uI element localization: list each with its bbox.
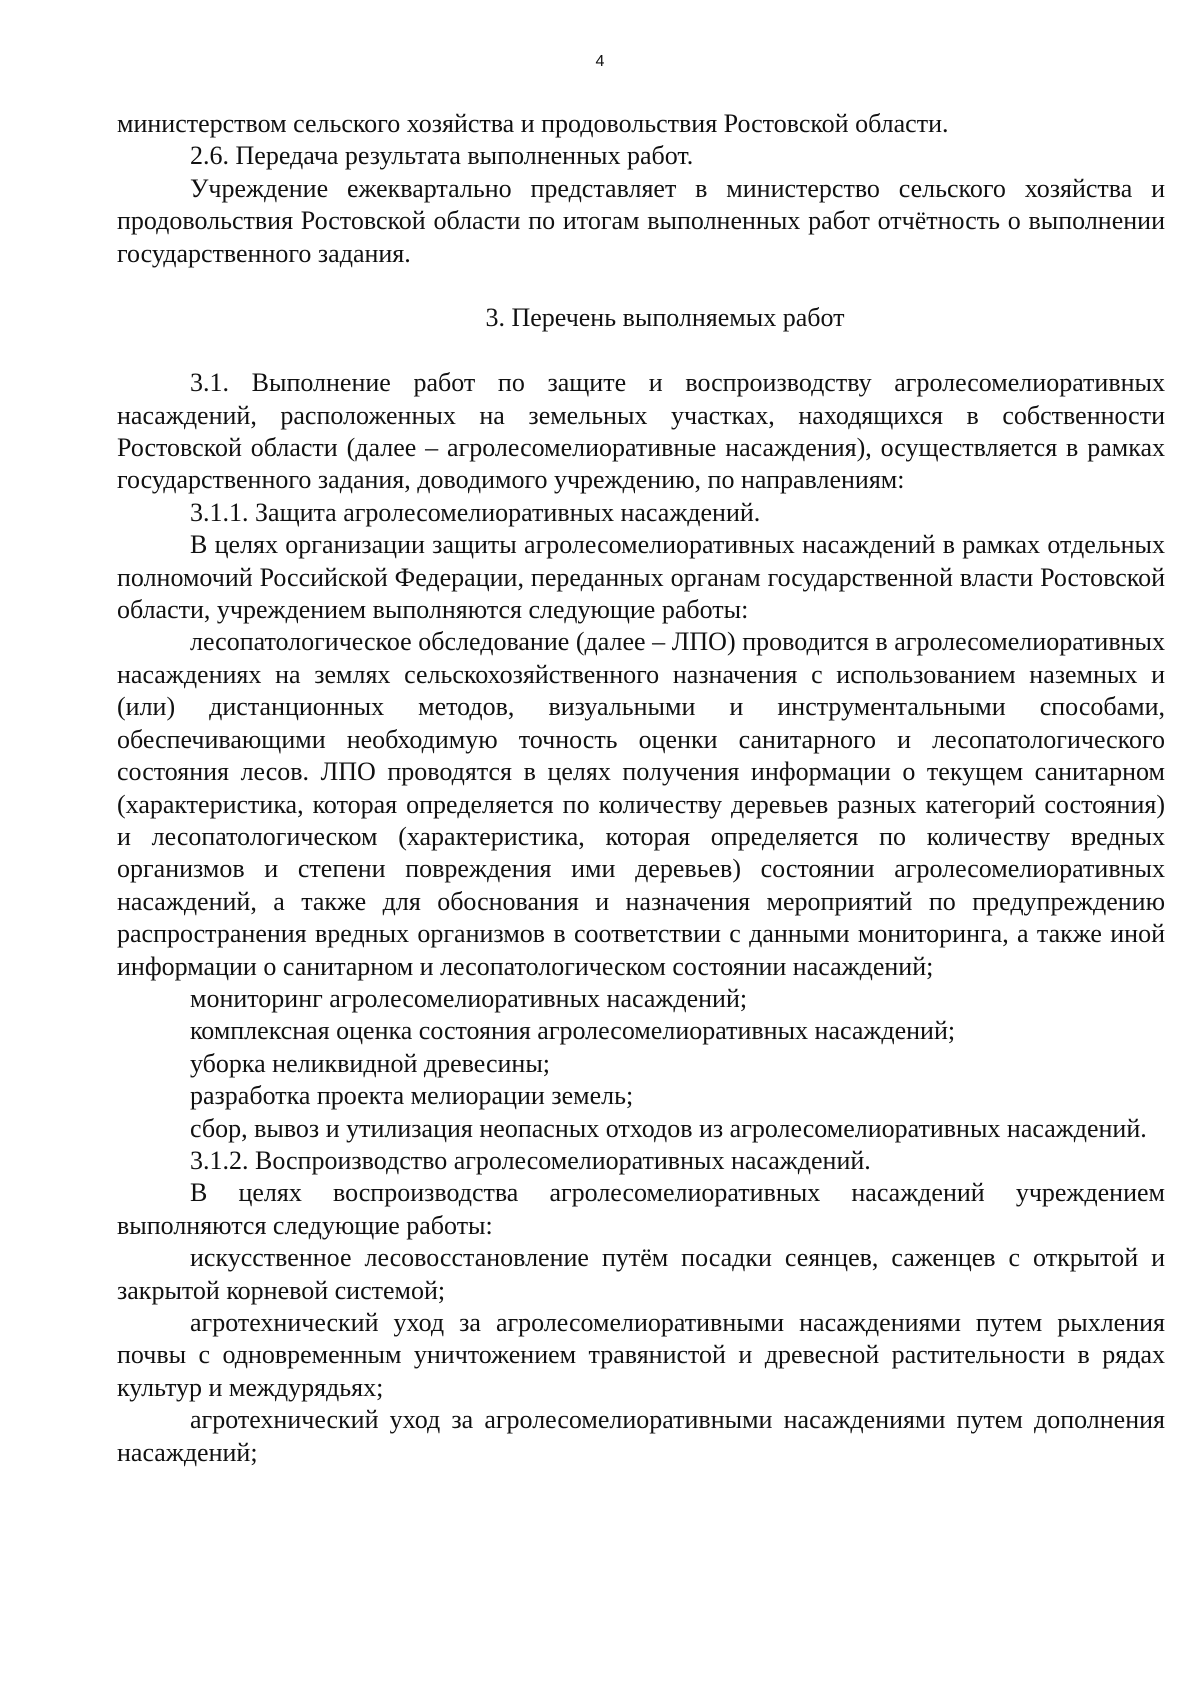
list-item-monitoring: мониторинг агролесомелиоративных насаждений;: [190, 983, 748, 1013]
document-body: [117, 108, 1165, 1469]
paragraph-protection-intro: В целях организации защиты агролесомелиоративных насаждений в рамках отдельных полномочий Российской Федерации, переданных органам государственной власти Ростовской области, учреждением выполняются следующие работы:: [117, 530, 1165, 625]
list-item-reforestation: искусственное лесовосстановление путём посадки сеянцев, саженцев с открытой и закрытой корневой системой;: [117, 1243, 1165, 1305]
paragraph-reporting: Учреждение ежеквартально представляет в министерство сельского хозяйства и продовольствия Ростовской области по итогам выполненных работ отчётность о выполнении государственного задания.: [117, 173, 1165, 268]
spacer: [117, 335, 1165, 367]
paragraph-reproduction-intro: В целях воспроизводства агролесомелиоративных насаждений учреждением выполняются следующие работы:: [117, 1178, 1165, 1240]
list-item-assessment: комплексная оценка состояния агролесомелиоративных насаждений;: [190, 1016, 956, 1046]
list-item-loosening-care: агротехнический уход за агролесомелиоративными насаждениями путем рыхления почвы с одновременным уничтожением травянистой и древесной растительности в рядах культур и междурядьях;: [117, 1308, 1165, 1402]
list-item-melioration-project: разработка проекта мелиорации земель;: [190, 1081, 634, 1111]
paragraph-3-1: 3.1. Выполнение работ по защите и воспроизводству агролесомелиоративных насаждений, расположенных на земельных участках, находящихся в собственности Ростовской области (далее – агролесомелиоративные насаждения), осуществляется в рамках государственного задания, доводимого учреждению, по направлениям:: [117, 368, 1165, 495]
list-item-wood-cleanup: уборка неликвидной древесины;: [190, 1048, 551, 1078]
spacer: [117, 270, 1165, 302]
list-item-waste: сбор, вывоз и утилизация неопасных отходов из агролесомелиоративных насаждений.: [190, 1113, 1147, 1143]
paragraph-3-1-2: 3.1.2. Воспроизводство агролесомелиоративных насаждений.: [190, 1145, 871, 1175]
paragraph-3-1-1: 3.1.1. Защита агролесомелиоративных насаждений.: [190, 497, 761, 527]
list-item-supplement-care: агротехнический уход за агролесомелиоративными насаждениями путем дополнения насаждений;: [117, 1405, 1165, 1467]
section-heading: 3. Перечень выполняемых работ: [485, 303, 845, 333]
paragraph-lpo: лесопатологическое обследование (далее – ЛПО) проводится в агролесомелиоративных насаждениях на землях сельскохозяйственного назначения с использованием наземных и (или) дистанционных методов, визуальными и инструментальными способами, обеспечивающими необходимую точность оценки санитарного и лесопатологического состояния лесов. ЛПО проводятся в целях получения информации о текущем санитарном (характеристика, которая определяется по количеству деревьев разных категорий состояния) и лесопатологическом (характеристика, которая определяется по количеству вредных организмов и степени повреждения ими деревьев) состоянии агролесомелиоративных насаждений, а также для обоснования и назначения мероприятий по предупреждению распространения вредных организмов в соответствии с данными мониторинга, а также иной информации о санитарном и лесопатологическом состоянии насаждений;: [117, 627, 1165, 981]
paragraph-continuation: министерством сельского хозяйства и продовольствия Ростовской области.: [117, 109, 949, 138]
paragraph-2-6: 2.6. Передача результата выполненных работ.: [190, 141, 694, 171]
page-number: 4: [595, 53, 605, 70]
